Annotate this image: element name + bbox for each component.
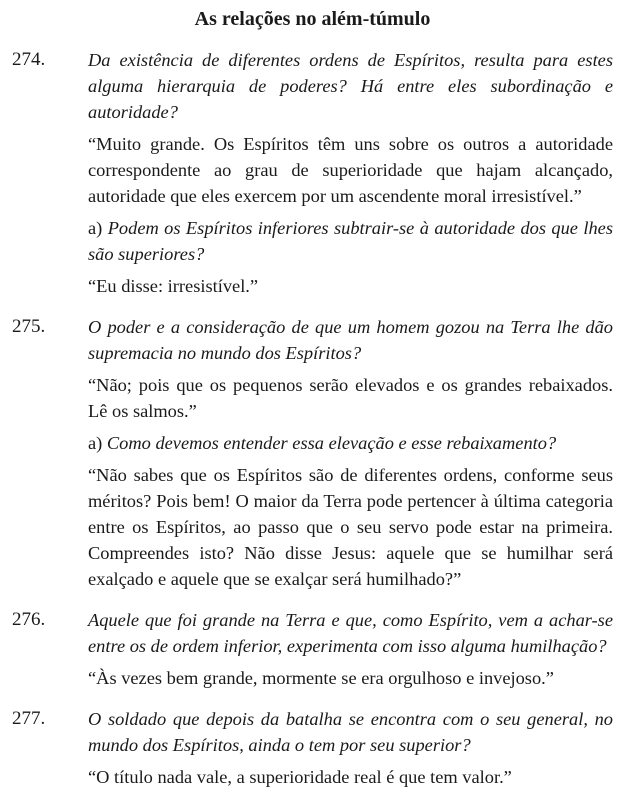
entry-number: 275. <box>12 316 46 337</box>
entry-body <box>88 607 613 691</box>
sub-question-marker: a) <box>88 433 103 453</box>
answer-text: “Não; pois que os pequenos serão elevados e os grandes rebaixados. Lê os salmos.” <box>88 375 613 421</box>
sub-question <box>88 430 613 456</box>
entry-body <box>88 314 613 592</box>
entry-276 <box>12 607 613 691</box>
question-text: O soldado que depois da batalha se encontra com o seu general, no mundo dos Espíritos, ainda o tem por seu superior? <box>88 709 613 755</box>
sub-question-marker: a) <box>88 218 103 238</box>
question-text: Da existência de diferentes ordens de Espíritos, resulta para estes alguma hierarquia de poderes? Há entre eles subordinação e autoridade? <box>88 50 613 122</box>
question-text: Aquele que foi grande na Terra e que, como Espírito, vem a achar-se entre os de ordem inferior, experimenta com isso alguma humilhação? <box>88 610 613 656</box>
answer-text: “O título nada vale, a superioridade real é que tem valor.” <box>88 767 512 787</box>
entry-number: 277. <box>12 708 46 729</box>
sub-answer-text: “Não sabes que os Espíritos são de diferentes ordens, conforme seus méritos? Pois bem! O maior da Terra pode pertencer à última categoria entre os Espíritos, ao passo que o seu servo pode estar na primeira. Compreendes isto? Não disse Jesus: aquele que se humilhar será exalçado e aquele que se exalçar será humilhado?” <box>88 465 613 589</box>
sub-question-text: Podem os Espíritos inferiores subtrair-se à autoridade dos que lhes são superiores? <box>88 218 613 264</box>
sub-question <box>88 215 613 267</box>
entry-number: 274. <box>12 49 46 70</box>
question-text: O poder e a consideração de que um homem gozou na Terra lhe dão supremacia no mundo dos Espíritos? <box>88 317 613 363</box>
entry-274 <box>12 47 613 299</box>
entry-275 <box>12 314 613 592</box>
answer-text: “Muito grande. Os Espíritos têm uns sobre os outros a autoridade correspondente ao grau de superioridade que hajam alcançado, autoridade que eles exercem por um ascendente moral irresistível.” <box>88 134 613 206</box>
entry-number: 276. <box>12 609 46 630</box>
entry-body <box>88 706 613 790</box>
entry-277 <box>12 706 613 790</box>
entry-body <box>88 47 613 299</box>
sub-answer-text: “Eu disse: irresistível.” <box>88 276 259 296</box>
sub-question-text: Como devemos entender essa elevação e esse rebaixamento? <box>106 433 557 453</box>
answer-text: “Às vezes bem grande, mormente se era orgulhoso e invejoso.” <box>88 668 554 688</box>
page-title: As relações no além-túmulo <box>194 8 431 30</box>
